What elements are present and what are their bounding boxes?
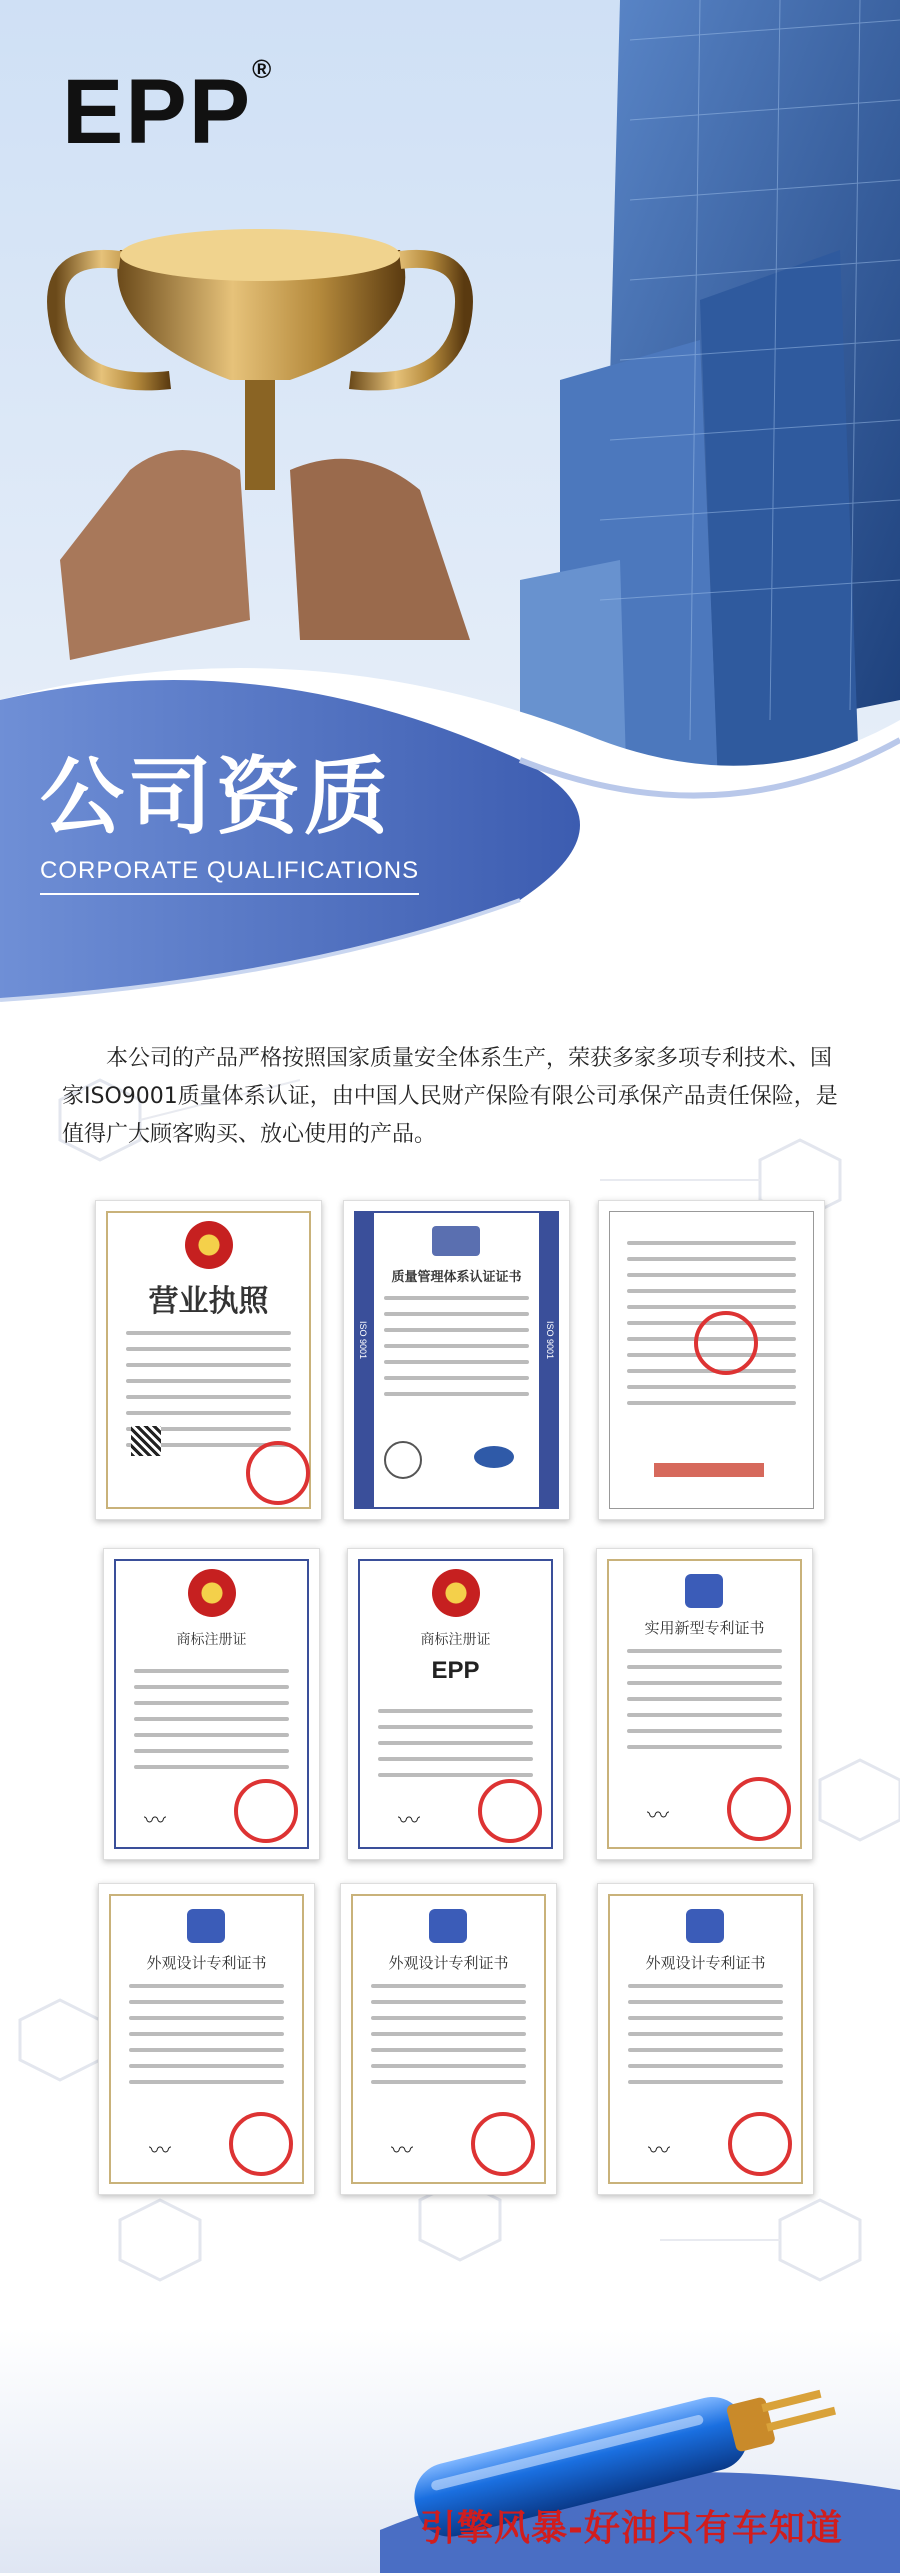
- brand-logo: [62, 54, 274, 165]
- heading-english: CORPORATE QUALIFICATIONS: [40, 857, 419, 895]
- signature: 〰: [144, 1809, 167, 1834]
- cert-logo-icon: [432, 1226, 480, 1256]
- certificate-trademark-2: [347, 1548, 564, 1860]
- iaf-logo-icon: [474, 1446, 514, 1468]
- certificate-title: 商标注册证: [420, 1632, 491, 1648]
- patent-office-logo-icon: [429, 1909, 467, 1943]
- red-seal-icon: [478, 1779, 542, 1843]
- certificate-utility-patent: [596, 1548, 813, 1860]
- certificate-text-lines: [134, 1669, 289, 1781]
- certificate-text-lines: [371, 1984, 526, 2096]
- side-band: [356, 1213, 374, 1507]
- red-seal-icon: [234, 1779, 298, 1843]
- red-seal-icon: [471, 2112, 535, 2176]
- certificate-license-page: [598, 1200, 825, 1520]
- certification-mark-icon: [384, 1441, 422, 1479]
- national-emblem-icon: [188, 1569, 236, 1617]
- registered-mark: ®: [252, 54, 274, 84]
- certificate-text-lines: [378, 1709, 533, 1789]
- iso-side-label: ISO 9001: [358, 1321, 368, 1360]
- certificate-business-license: [95, 1200, 322, 1520]
- signature: 〰: [398, 1809, 421, 1834]
- certificate-design-patent-2: [340, 1883, 557, 2195]
- signature: 〰: [391, 2139, 414, 2164]
- intro-paragraph: 本公司的产品严格按照国家质量安全体系生产，荣获多家多项专利技术、国家ISO9001质量体系认证，由中国人民财产保险有限公司承保产品责任保险，是值得广大顾客购买、放心使用的产品。: [62, 1046, 838, 1147]
- red-seal-icon: [694, 1311, 758, 1375]
- certificate-title: 实用新型专利证书: [644, 1619, 765, 1637]
- side-band: [539, 1213, 557, 1507]
- iso-side-label: ISO 9001: [545, 1321, 555, 1360]
- certificate-title: 商标注册证: [176, 1632, 247, 1648]
- logo-text: EPP: [62, 61, 253, 163]
- certificate-text-lines: [628, 1984, 783, 2096]
- red-seal-icon: [727, 1777, 791, 1841]
- patent-office-logo-icon: [686, 1909, 724, 1943]
- slogan-text: 引擎风暴-好油只有车知道: [420, 2508, 843, 2549]
- red-seal-icon: [246, 1441, 310, 1505]
- certificate-title: 外观设计专利证书: [645, 1954, 766, 1972]
- section-heading: [40, 730, 419, 895]
- certificate-title: 外观设计专利证书: [146, 1954, 267, 1972]
- certificate-iso9001: [343, 1200, 570, 1520]
- red-stamp-band: [654, 1463, 764, 1477]
- national-emblem-icon: [432, 1569, 480, 1617]
- heading-chinese: 公司资质: [40, 748, 393, 846]
- signature: 〰: [648, 2139, 671, 2164]
- national-emblem-icon: [185, 1221, 233, 1269]
- certificate-design-patent-1: [98, 1883, 315, 2195]
- certificate-title: 外观设计专利证书: [388, 1954, 509, 1972]
- trademark-mark: EPP: [431, 1657, 480, 1684]
- red-seal-icon: [728, 2112, 792, 2176]
- certificate-title: 质量管理体系认证证书: [391, 1270, 522, 1285]
- signature: 〰: [149, 2139, 172, 2164]
- patent-office-logo-icon: [685, 1574, 723, 1608]
- qr-code-icon: [131, 1426, 161, 1456]
- certificate-title: 营业执照: [148, 1284, 269, 1319]
- certificate-design-patent-3: [597, 1883, 814, 2195]
- certificate-text-lines: [384, 1296, 529, 1408]
- signature: 〰: [647, 1804, 670, 1829]
- certificate-text-lines: [627, 1649, 782, 1761]
- certificate-trademark-1: [103, 1548, 320, 1860]
- red-seal-icon: [229, 2112, 293, 2176]
- patent-office-logo-icon: [187, 1909, 225, 1943]
- certificate-text-lines: [129, 1984, 284, 2096]
- hero-banner: [0, 0, 900, 1040]
